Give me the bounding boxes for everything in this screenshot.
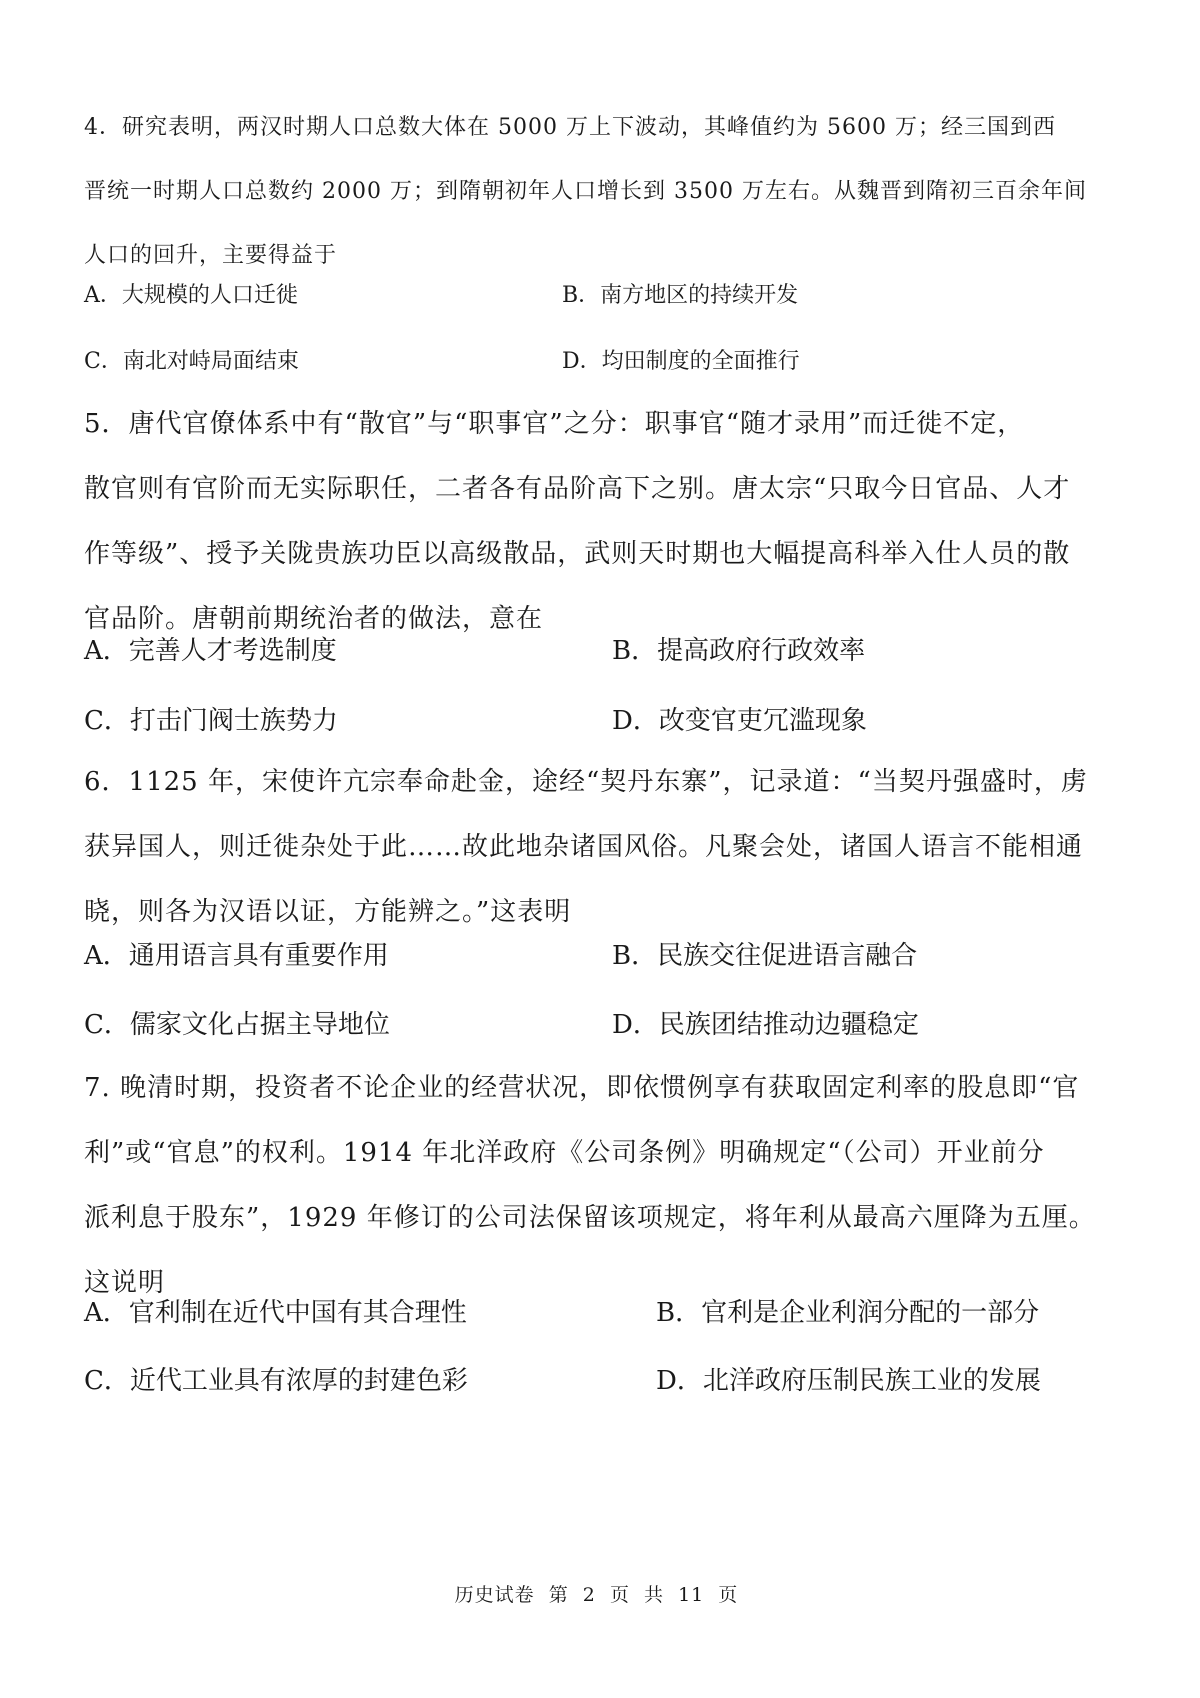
option-d[interactable]: D．北洋政府压制民族工业的发展: [656, 1366, 1041, 1396]
option-a[interactable]: A．通用语言具有重要作用: [84, 941, 389, 971]
option-a[interactable]: A．官利制在近代中国有其合理性: [84, 1298, 467, 1328]
footer-page-number: 2: [582, 1584, 596, 1606]
option-b[interactable]: B．官利是企业利润分配的一部分: [656, 1298, 1040, 1328]
stem-line: 晋统一时期人口总数约 2000 万；到隋朝初年人口增长到 3500 万左右。从魏晋到隋初三百余年间: [84, 179, 1087, 204]
page-footer: [0, 1580, 1200, 1607]
option-d[interactable]: D．改变官吏冗滥现象: [612, 706, 867, 736]
stem-line: 晓，则各为汉语以证，方能辨之。”这表明: [84, 897, 572, 927]
stem-line: 派利息于股东”，1929 年修订的公司法保留该项规定，将年利从最高六厘降为五厘。: [84, 1203, 1096, 1233]
stem-line: 这说明: [84, 1268, 166, 1298]
stem-line: 作等级”、授予关陇贵族功臣以高级散品，武则天时期也大幅提高科举入仕人员的散: [84, 539, 1071, 569]
footer-total-suffix: 页: [718, 1584, 739, 1606]
question-6: [84, 750, 1134, 945]
question-6-stem: [84, 750, 1134, 945]
footer-total-prefix: 共: [644, 1584, 665, 1606]
question-4-stem: [84, 96, 1134, 288]
question-5: [84, 392, 1134, 652]
stem-line: 官品阶。唐朝前期统治者的做法，意在: [84, 604, 544, 634]
footer-subject: 历史试卷: [454, 1584, 535, 1606]
option-c[interactable]: C．南北对峙局面结束: [84, 349, 299, 374]
footer-page-suffix: 页: [609, 1584, 630, 1606]
option-d[interactable]: D．民族团结推动边疆稳定: [612, 1010, 919, 1040]
option-d[interactable]: D．均田制度的全面推行: [562, 349, 800, 374]
option-b[interactable]: B．民族交往促进语言融合: [612, 941, 918, 971]
stem-line: 6．1125 年，宋使许亢宗奉命赴金，途经“契丹东寨”，记录道：“当契丹强盛时，虏: [84, 767, 1088, 797]
option-b[interactable]: B．南方地区的持续开发: [562, 283, 799, 308]
stem-line: 7. 晚清时期，投资者不论企业的经营状况，即依惯例享有获取固定利率的股息即“官: [84, 1073, 1080, 1103]
stem-line: 散官则有官阶而无实际职任，二者各有品阶高下之别。唐太宗“只取今日官品、人才: [84, 474, 1071, 504]
footer-total-pages: 11: [678, 1584, 705, 1606]
stem-line: 人口的回升，主要得益于: [84, 243, 338, 268]
option-c[interactable]: C．打击门阀士族势力: [84, 706, 338, 736]
footer-page-prefix: 第: [548, 1584, 569, 1606]
question-7-stem: [84, 1056, 1134, 1316]
option-a[interactable]: A．完善人才考选制度: [84, 636, 337, 666]
stem-line: 4．研究表明，两汉时期人口总数大体在 5000 万上下波动，其峰值约为 5600 万；经三国到西: [84, 115, 1056, 140]
option-b[interactable]: B．提高政府行政效率: [612, 636, 866, 666]
option-c[interactable]: C．儒家文化占据主导地位: [84, 1010, 390, 1040]
stem-line: 获异国人，则迁徙杂处于此……故此地杂诸国风俗。凡聚会处，诸国人语言不能相通: [84, 832, 1084, 862]
stem-line: 5．唐代官僚体系中有“散官”与“职事官”之分：职事官“随才录用”而迁徙不定，: [84, 409, 1025, 439]
question-5-stem: [84, 392, 1134, 652]
stem-line: 利”或“官息”的权利。1914 年北洋政府《公司条例》明确规定“（公司）开业前分: [84, 1138, 1045, 1168]
question-7: [84, 1056, 1134, 1316]
question-4: [84, 96, 1134, 288]
option-c[interactable]: C．近代工业具有浓厚的封建色彩: [84, 1366, 468, 1396]
option-a[interactable]: A．大规模的人口迁徙: [84, 283, 298, 308]
